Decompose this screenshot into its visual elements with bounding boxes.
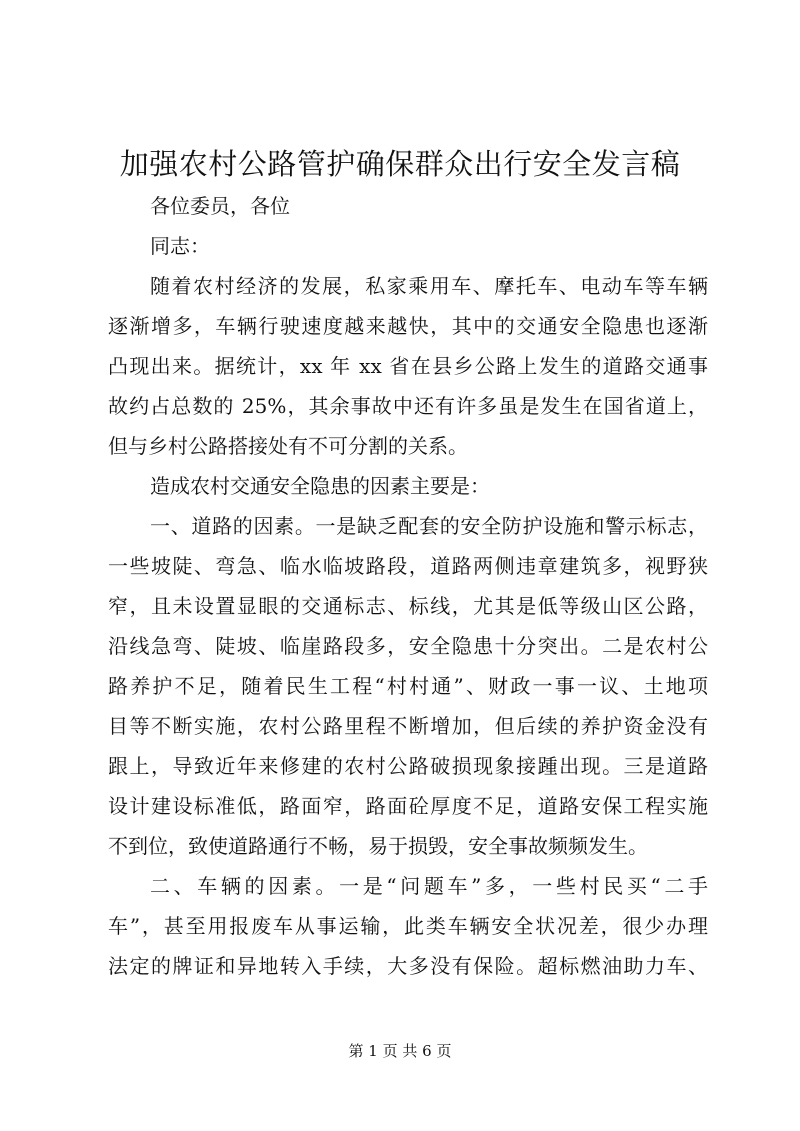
body-line: 沿线急弯、陡坡、临崖路段多，安全隐患十分突出。二是农村公 xyxy=(108,634,708,658)
body-line: 故约占总数的 25%，其余事故中还有许多虽是发生在国省道上， xyxy=(108,394,708,418)
body-line: 设计建设标准低，路面窄，路面砼厚度不足，道路安保工程实施 xyxy=(108,794,708,818)
body-line: 造成农村交通安全隐患的因素主要是： xyxy=(150,474,490,498)
page-indicator: 第 1 页 共 6 页 xyxy=(348,1042,452,1060)
body-line: 跟上，导致近年来修建的农村公路破损现象接踵出现。三是道路 xyxy=(108,754,708,778)
body-line: 窄，且未设置显眼的交通标志、标线，尤其是低等级山区公路， xyxy=(108,594,708,618)
body-line: 法定的牌证和异地转入手续，大多没有保险。超标燃油助力车、 xyxy=(108,954,708,978)
salutation-line: 各位委员，各位 xyxy=(150,194,290,218)
body-line: 车”，甚至用报废车从事运输，此类车辆安全状况差，很少办理 xyxy=(108,914,708,938)
body-line: 路养护不足，随着民生工程“村村通”、财政一事一议、土地项 xyxy=(108,674,708,698)
body-line: 不到位，致使道路通行不畅，易于损毁，安全事故频频发生。 xyxy=(108,834,648,858)
body-line: 目等不断实施，农村公路里程不断增加，但后续的养护资金没有 xyxy=(108,714,708,738)
body-line: 但与乡村公路搭接处有不可分割的关系。 xyxy=(108,434,468,458)
salutation-line: 同志： xyxy=(150,234,210,258)
body-line: 一、道路的因素。一是缺乏配套的安全防护设施和警示标志， xyxy=(150,514,708,538)
body-line: 一些坡陡、弯急、临水临坡路段，道路两侧违章建筑多，视野狭 xyxy=(108,554,708,578)
document-title: 加强农村公路管护确保群众出行安全发言稿 xyxy=(119,147,681,181)
body-line: 二、车辆的因素。一是“问题车”多，一些村民买“二手 xyxy=(150,874,708,898)
body-line: 逐渐增多，车辆行驶速度越来越快，其中的交通安全隐患也逐渐 xyxy=(108,314,708,338)
body-line: 随着农村经济的发展，私家乘用车、摩托车、电动车等车辆 xyxy=(150,274,708,298)
body-line: 凸现出来。据统计，xx 年 xx 省在县乡公路上发生的道路交通事 xyxy=(108,354,708,378)
